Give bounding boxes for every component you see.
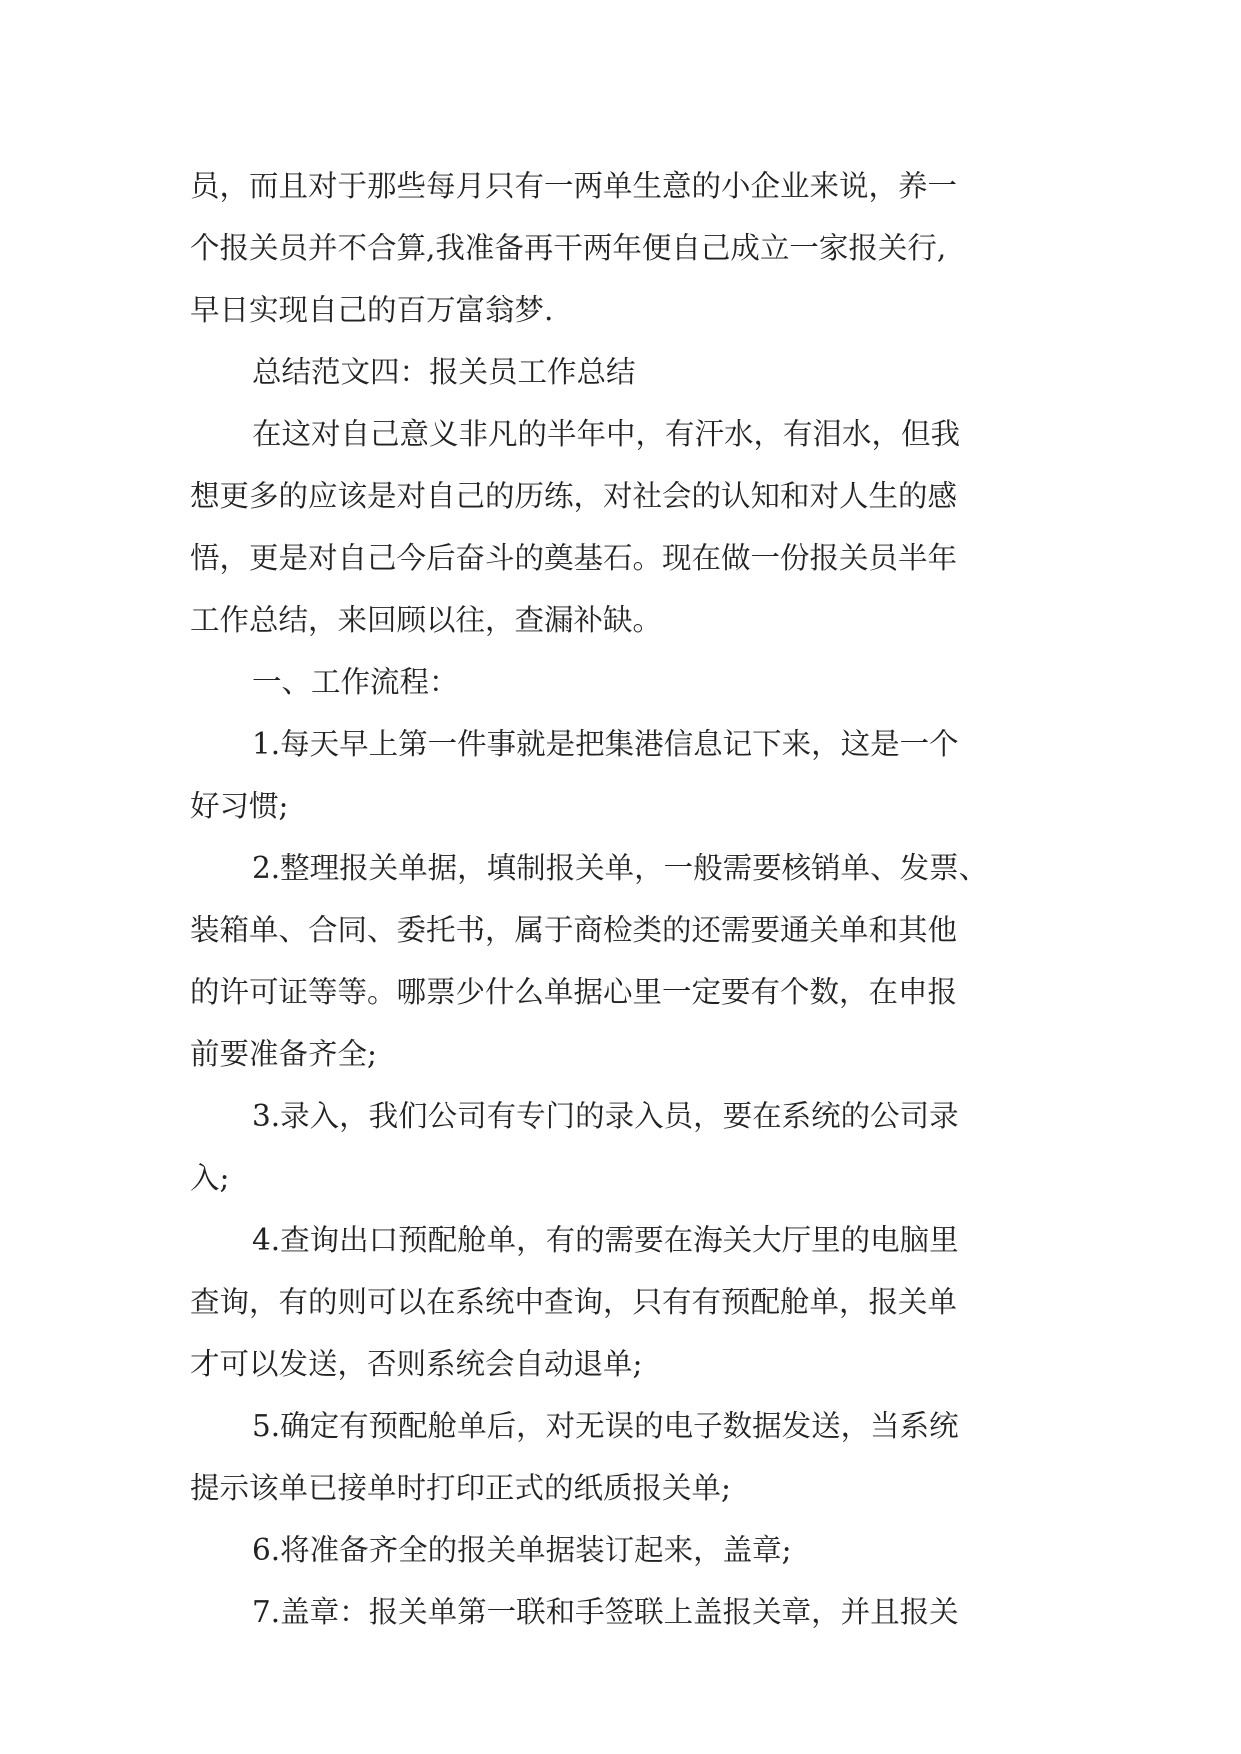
text-line: 5.确定有预配舱单后，对无误的电子数据发送，当系统 [252, 1409, 959, 1443]
text-line: 装箱单、合同、委托书，属于商检类的还需要通关单和其他 [190, 913, 958, 947]
text-line: 总结范文四：报关员工作总结 [252, 355, 636, 389]
text-line: 1.每天早上第一件事就是把集港信息记下来，这是一个 [252, 727, 959, 761]
text-line: 提示该单已接单时打印正式的纸质报关单; [190, 1471, 731, 1505]
text-line: 员，而且对于那些每月只有一两单生意的小企业来说，养一 [190, 169, 958, 203]
text-line: 才可以发送，否则系统会自动退单; [190, 1347, 643, 1381]
text-line: 入; [190, 1161, 230, 1195]
text-line: 4.查询出口预配舱单，有的需要在海关大厅里的电脑里 [252, 1223, 959, 1257]
text-line: 在这对自己意义非凡的半年中，有汗水，有泪水，但我 [252, 417, 961, 451]
text-line: 7.盖章：报关单第一联和手签联上盖报关章，并且报关 [252, 1595, 959, 1629]
document-body [190, 155, 1050, 1643]
text-line: 个报关员并不合算,我准备再干两年便自己成立一家报关行, [190, 231, 947, 265]
text-line: 早日实现自己的百万富翁梦. [190, 293, 554, 327]
text-line: 想更多的应该是对自己的历练，对社会的认知和对人生的感 [190, 479, 958, 513]
text-line: 6.将准备齐全的报关单据装订起来，盖章; [252, 1533, 792, 1567]
text-line: 查询，有的则可以在系统中查询，只有有预配舱单，报关单 [190, 1285, 958, 1319]
text-line: 悟，更是对自己今后奋斗的奠基石。现在做一份报关员半年 [190, 541, 958, 575]
text-line: 2.整理报关单据，填制报关单，一般需要核销单、发票、 [252, 851, 989, 885]
text-line: 3.录入，我们公司有专门的录入员，要在系统的公司录 [252, 1099, 959, 1133]
text-line: 工作总结，来回顾以往，查漏补缺。 [190, 603, 663, 637]
text-line: 的许可证等等。哪票少什么单据心里一定要有个数，在申报 [190, 975, 958, 1009]
text-line: 前要准备齐全; [190, 1037, 377, 1071]
text-line: 一、工作流程： [252, 665, 459, 699]
text-line: 好习惯; [190, 789, 289, 823]
